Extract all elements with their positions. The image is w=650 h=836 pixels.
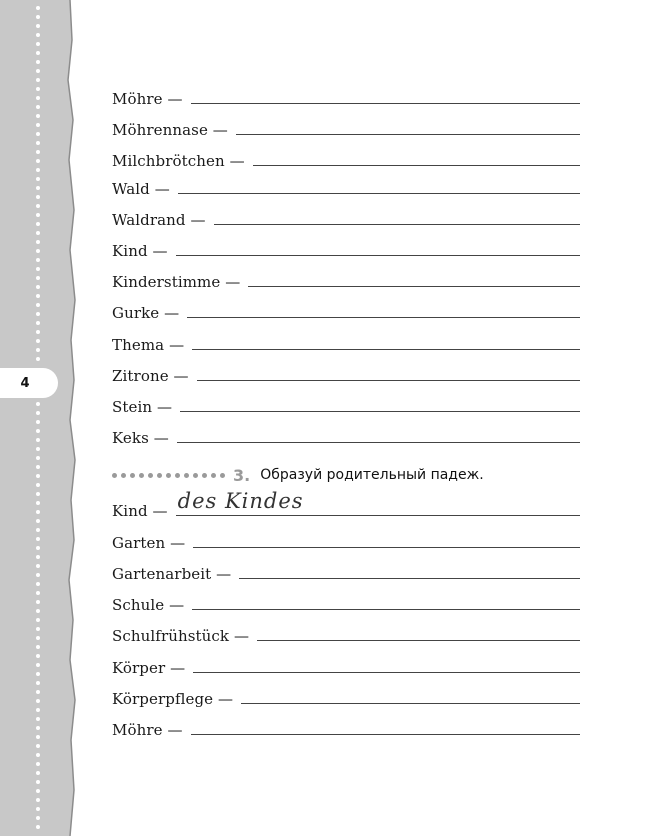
exercise-row xyxy=(112,86,580,108)
exercise-row xyxy=(112,717,580,739)
exercise-row xyxy=(112,300,580,322)
exercise-word: Möhrennase — xyxy=(112,121,228,139)
exercise-row xyxy=(112,148,580,170)
task-header xyxy=(112,464,484,486)
exercise-word: Schule — xyxy=(112,596,185,614)
answer-line[interactable] xyxy=(236,134,580,135)
exercise-word: Wald — xyxy=(112,180,170,198)
answer-line[interactable] xyxy=(180,411,580,412)
answer-line[interactable] xyxy=(176,255,580,256)
exercise-word: Thema — xyxy=(112,336,185,354)
exercise-row xyxy=(112,363,580,385)
exercise-row xyxy=(112,530,580,552)
exercise-word: Gurke — xyxy=(112,304,180,322)
exercise-row xyxy=(112,592,580,614)
exercise-row xyxy=(112,238,580,260)
answer-line[interactable] xyxy=(253,165,580,166)
exercise-row xyxy=(112,332,580,354)
exercise-word: Keks — xyxy=(112,429,169,447)
answer-line[interactable] xyxy=(178,193,580,194)
exercise-word: Stein — xyxy=(112,398,173,416)
task-number: 3. xyxy=(233,465,251,485)
exercise-word: Gartenarbeit — xyxy=(112,565,232,583)
answer-line[interactable] xyxy=(214,224,580,225)
exercise-word: Kind — xyxy=(112,502,168,520)
exercise-row xyxy=(112,207,580,229)
exercise-word: Körper — xyxy=(112,659,186,677)
answer-line[interactable] xyxy=(257,640,580,641)
answer-line[interactable] xyxy=(177,442,580,443)
exercise-word: Waldrand — xyxy=(112,211,206,229)
exercise-row xyxy=(112,623,580,645)
task-dots xyxy=(112,473,225,478)
answer-line[interactable] xyxy=(239,578,580,579)
exercise-row xyxy=(112,176,580,198)
exercise-row xyxy=(112,655,580,677)
answer-line[interactable] xyxy=(248,286,580,287)
task-instruction: Образуй родительный падеж. xyxy=(260,467,484,483)
page-number-badge: 4 xyxy=(0,368,58,398)
answer-line[interactable] xyxy=(187,317,580,318)
exercise-word: Garten — xyxy=(112,534,186,552)
answer-line[interactable] xyxy=(192,349,580,350)
exercise-row xyxy=(112,117,580,139)
exercise-row xyxy=(112,489,580,520)
exercise-row xyxy=(112,561,580,583)
answer-line[interactable] xyxy=(197,380,580,381)
exercise-word: Zitrone — xyxy=(112,367,189,385)
handwritten-answer: des Kindes xyxy=(177,489,304,513)
answer-line[interactable] xyxy=(193,672,580,673)
exercise-row xyxy=(112,394,580,416)
exercise-word: Kind — xyxy=(112,242,168,260)
answer-line[interactable] xyxy=(241,703,580,704)
exercise-row xyxy=(112,686,580,708)
exercise-word: Körperpflege — xyxy=(112,690,234,708)
exercise-row xyxy=(112,269,580,291)
exercise-word: Schulfrühstück — xyxy=(112,627,250,645)
answer-line[interactable] xyxy=(193,547,580,548)
exercise-row xyxy=(112,425,580,447)
exercise-word: Milchbrötchen — xyxy=(112,152,245,170)
exercise-word: Kinderstimme — xyxy=(112,273,241,291)
answer-line[interactable] xyxy=(192,609,580,610)
exercise-word: Möhre — xyxy=(112,721,183,739)
torn-page-strip xyxy=(0,0,82,836)
answer-line[interactable] xyxy=(191,734,580,735)
answer-line[interactable] xyxy=(176,489,580,516)
exercise-word: Möhre — xyxy=(112,90,183,108)
answer-line[interactable] xyxy=(191,103,580,104)
